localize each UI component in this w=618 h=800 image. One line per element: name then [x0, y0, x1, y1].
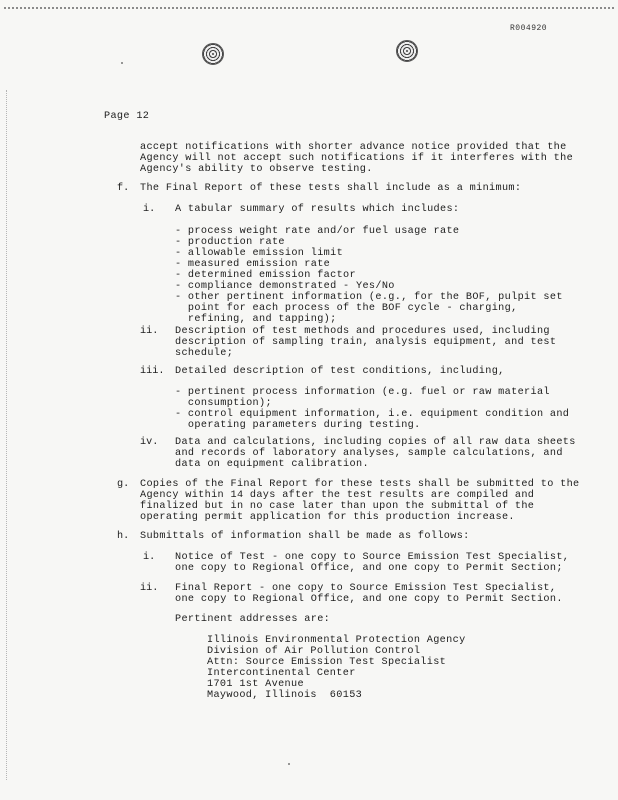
item-text: description of sampling train, analysis equipment, and test — [175, 337, 557, 348]
document-id: R004920 — [510, 24, 548, 33]
list-item: point for each process of the BOF cycle - charging, — [175, 303, 518, 314]
item-marker: ii. — [140, 583, 159, 594]
item-text: - pertinent process information (e.g. fuel or raw material — [175, 387, 550, 398]
scan-speck — [121, 62, 123, 64]
item-text: - control equipment information, i.e. equipment condition and — [175, 409, 570, 420]
list-item: refining, and tapping); — [175, 314, 337, 325]
scan-speck — [288, 763, 290, 765]
left-margin-mark — [6, 90, 7, 780]
item-text: Detailed description of test conditions, including, — [175, 366, 505, 377]
section-marker: h. — [117, 531, 130, 542]
list-item: - measured emission rate — [175, 259, 331, 270]
item-text: operating parameters during testing. — [175, 420, 421, 431]
list-item: - process weight rate and/or fuel usage rate — [175, 226, 460, 237]
address-line: 1701 1st Avenue — [207, 679, 304, 690]
address-line: Attn: Source Emission Test Specialist — [207, 657, 447, 668]
item-text: consumption); — [175, 398, 272, 409]
punch-hole-mark — [396, 40, 418, 62]
item-marker: i. — [143, 204, 156, 215]
top-scan-border — [4, 7, 614, 9]
section-marker: g. — [117, 479, 130, 490]
item-text: Notice of Test - one copy to Source Emission Test Specialist, — [175, 552, 570, 563]
section-marker: f. — [117, 183, 130, 194]
page-number: Page 12 — [104, 111, 150, 122]
section-text: finalized but in no case later than upon the submittal of the — [140, 501, 535, 512]
item-marker: iv. — [140, 437, 159, 448]
section-heading: Submittals of information shall be made as follows: — [140, 531, 470, 542]
item-text: Description of test methods and procedures used, including — [175, 326, 550, 337]
item-text: Final Report - one copy to Source Emission Test Specialist, — [175, 583, 557, 594]
section-heading: The Final Report of these tests shall include as a minimum: — [140, 183, 522, 194]
item-text: Data and calculations, including copies of all raw data sheets — [175, 437, 576, 448]
item-text: one copy to Regional Office, and one copy to Permit Section. — [175, 594, 563, 605]
item-text: data on equipment calibration. — [175, 459, 369, 470]
intro-line: Agency's ability to observe testing. — [140, 164, 373, 175]
addresses-label: Pertinent addresses are: — [175, 614, 331, 625]
address-line: Division of Air Pollution Control — [207, 646, 421, 657]
address-line: Maywood, Illinois 60153 — [207, 690, 363, 701]
address-line: Illinois Environmental Protection Agency — [207, 635, 466, 646]
item-text: schedule; — [175, 348, 234, 359]
intro-line: accept notifications with shorter advance notice provided that the — [140, 142, 567, 153]
list-item: - other pertinent information (e.g., for the BOF, pulpit set — [175, 292, 563, 303]
address-line: Intercontinental Center — [207, 668, 356, 679]
item-marker: i. — [143, 552, 156, 563]
item-text: A tabular summary of results which includes: — [175, 204, 460, 215]
item-text: one copy to Regional Office, and one copy to Permit Section; — [175, 563, 563, 574]
section-text: Agency within 14 days after the test results are compiled and — [140, 490, 535, 501]
intro-line: Agency will not accept such notifications if it interferes with the — [140, 153, 574, 164]
item-marker: ii. — [140, 326, 159, 337]
list-item: - compliance demonstrated - Yes/No — [175, 281, 395, 292]
list-item: - determined emission factor — [175, 270, 356, 281]
list-item: - production rate — [175, 237, 285, 248]
item-text: and records of laboratory analyses, sample calculations, and — [175, 448, 563, 459]
section-text: operating permit application for this production increase. — [140, 512, 515, 523]
punch-hole-mark — [202, 43, 224, 65]
section-text: Copies of the Final Report for these tests shall be submitted to the — [140, 479, 580, 490]
list-item: - allowable emission limit — [175, 248, 344, 259]
item-marker: iii. — [140, 366, 165, 377]
